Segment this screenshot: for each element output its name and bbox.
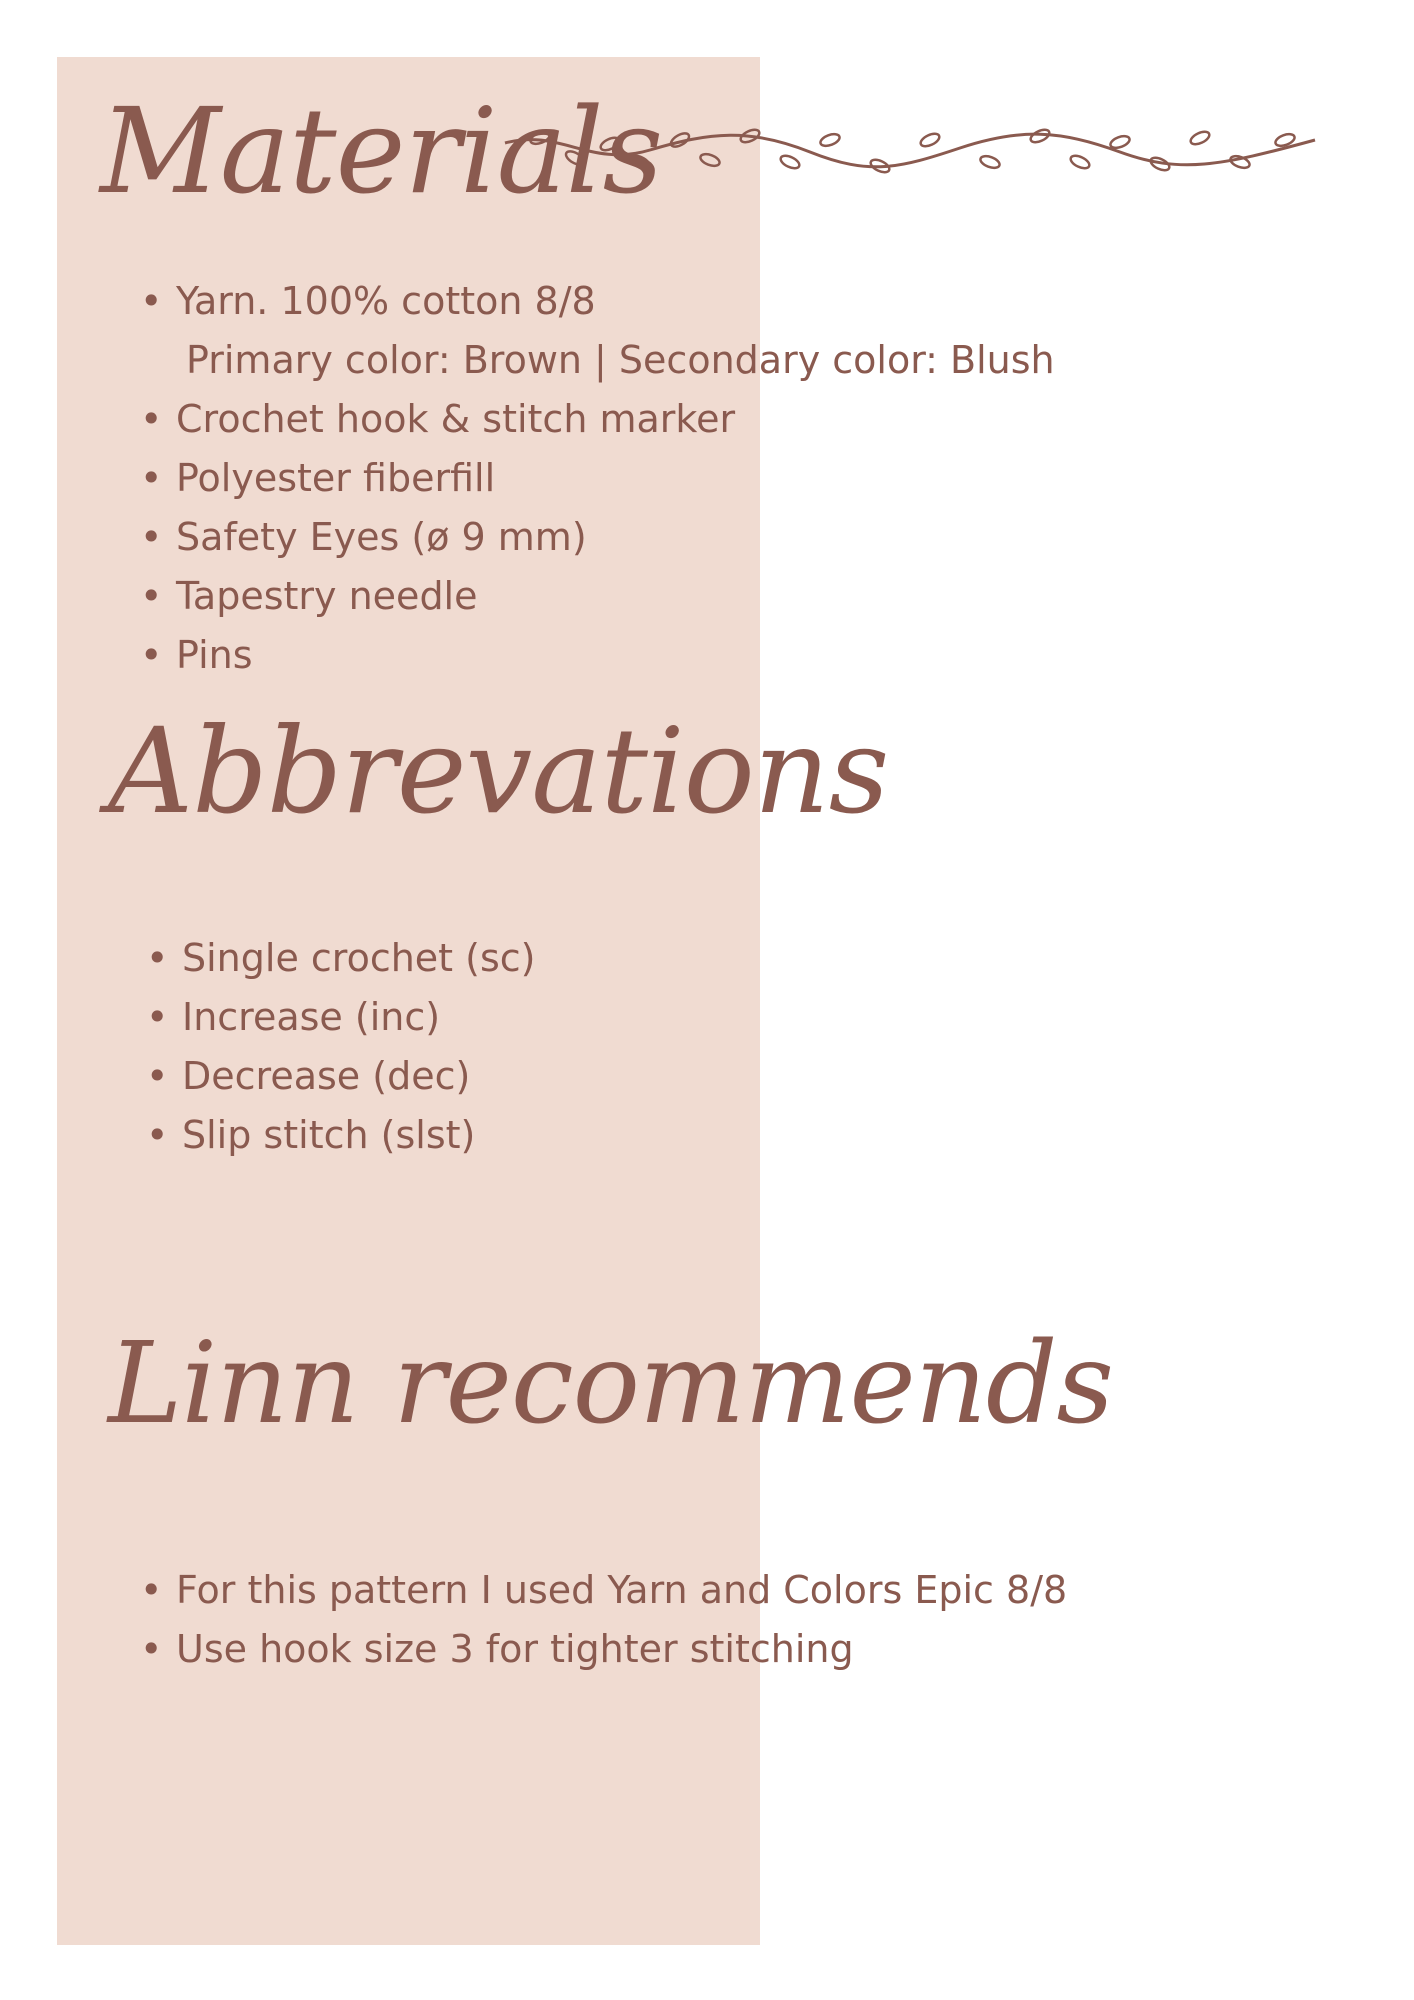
list-item: • Increase (inc) [146,995,441,1039]
materials-list [140,272,1055,685]
list-item: • Decrease (dec) [146,1054,471,1098]
recommendation-yarn: For this pattern I used Yarn and Colors Epic 8/8 [176,1568,1068,1612]
abbreviations-heading: Abbrevations [108,702,889,840]
list-item: • Pins [140,633,253,677]
list-item: • Tapestry needle [140,574,478,618]
abbreviations-list [146,929,536,1165]
materials-item-pins: Pins [176,633,253,677]
materials-item-yarn: Yarn. 100% cotton 8/8 [176,279,596,323]
list-item: • Use hook size 3 for tighter stitching [140,1627,854,1671]
recommendations-heading: Linn recommends [108,1319,1114,1449]
abbreviation-sc: Single crochet (sc) [182,936,536,980]
list-item: • Slip stitch (slst) [146,1113,476,1157]
leafy-vine-divider-icon [500,118,1320,188]
recommendations-list [140,1561,1067,1679]
list-item: • Safety Eyes (ø 9 mm) [140,515,587,559]
materials-item-needle: Tapestry needle [176,574,478,618]
list-item: • Single crochet (sc) [146,936,536,980]
list-item: • Yarn. 100% cotton 8/8 Primary color: Brown | Secondary color: Blush [140,272,1055,390]
recommendation-hook: Use hook size 3 for tighter stitching [176,1627,854,1671]
list-item: • Crochet hook & stitch marker [140,397,736,441]
materials-item-fiberfill: Polyester fiberfill [176,456,496,500]
materials-item-eyes: Safety Eyes (ø 9 mm) [176,515,587,559]
abbreviation-dec: Decrease (dec) [182,1054,471,1098]
list-item: • For this pattern I used Yarn and Colors Epic 8/8 [140,1568,1068,1612]
abbreviation-inc: Increase (inc) [182,995,441,1039]
materials-heading: Materials [100,82,663,220]
yarn-color-detail: Primary color: Brown | Secondary color: Blush [186,338,1055,382]
list-item: • Polyester fiberfill [140,456,496,500]
abbreviation-slst: Slip stitch (slst) [182,1113,476,1157]
materials-item-hook: Crochet hook & stitch marker [176,397,736,441]
